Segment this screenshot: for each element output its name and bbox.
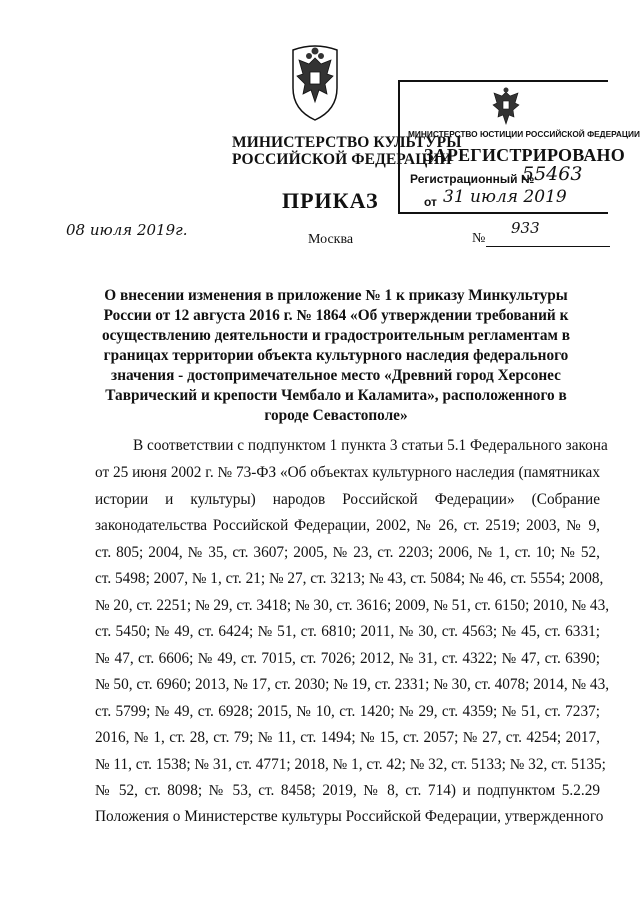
subject-line: городе Севастополе»	[264, 407, 408, 424]
body-line: № 52, ст. 8098; № 53, ст. 8458; 2019, № 8, ст. 714) и подпунктом 5.2.29	[95, 782, 600, 799]
stamp-title: ЗАРЕГИСТРИРОВАНО	[424, 145, 625, 165]
body-line: ст. 5450; № 49, ст. 6424; № 51, ст. 6810; 2011, № 30, ст. 4563; № 45, ст. 6331;	[95, 623, 600, 640]
subject-line: России от 12 августа 2016 г. № 1864 «Об утверждении требований к	[103, 307, 569, 324]
stamp-reg-number: 55463	[522, 163, 583, 185]
ministry-name-line1: МИНИСТЕРСТВО КУЛЬТУРЫ	[232, 134, 462, 151]
subject-line: О внесении изменения в приложение № 1 к приказу Минкультуры	[104, 287, 568, 304]
body-line: ст. 5799; № 49, ст. 6928; 2015, № 10, ст. 1420; № 29, ст. 4359; № 51, ст. 7237;	[95, 703, 600, 720]
body-line: № 47, ст. 6606; № 49, ст. 7015, ст. 7026; 2012, № 31, ст. 4322; № 47, ст. 6390;	[95, 650, 600, 667]
stamp-organization: МИНИСТЕРСТВО ЮСТИЦИИ РОССИЙСКОЙ ФЕДЕРАЦИИ	[408, 129, 640, 139]
stamp-date-prefix: от	[424, 195, 437, 209]
ministry-name-line2: РОССИЙСКОЙ ФЕДЕРАЦИИ	[232, 151, 452, 168]
order-date: 08 июля 2019г.	[66, 221, 188, 239]
body-line: Положения о Министерстве культуры Российской Федерации, утвержденного	[95, 808, 604, 825]
body-line: законодательства Российской Федерации, 2002, № 26, ст. 2519; 2003, № 9,	[95, 517, 600, 534]
order-number: 933	[511, 219, 540, 237]
body-line: истории и культуры) народов Российской Федерации» (Собрание	[95, 491, 600, 508]
body-line: ст. 5498; 2007, № 1, ст. 21; № 27, ст. 3213; № 43, ст. 5084; № 46, ст. 5554; 2008,	[95, 570, 604, 587]
coat-of-arms-icon	[289, 40, 341, 122]
subject-line: значения - достопримечательное место «Древний город Херсонес	[111, 367, 561, 384]
body-line: В соответствии с подпунктом 1 пункта 3 статьи 5.1 Федерального закона	[133, 437, 608, 454]
city: Москва	[308, 232, 354, 247]
document-type: ПРИКАЗ	[282, 188, 379, 213]
number-sign: №	[472, 231, 486, 246]
body-line: № 11, ст. 1538; № 31, ст. 4771; 2018, № 1, ст. 42; № 32, ст. 5133; № 32, ст. 5135;	[95, 756, 606, 773]
body-line: ст. 805; 2004, № 35, ст. 3607; 2005, № 23, ст. 2203; 2006, № 1, ст. 10; № 52,	[95, 544, 600, 561]
body-line: № 20, ст. 2251; № 29, ст. 3418; № 30, ст. 3616; 2009, № 51, ст. 6150; 2010, № 43,	[95, 597, 610, 614]
subject-line: границах территории объекта культурного наследия федерального	[103, 347, 569, 364]
body-line: 2016, № 1, ст. 28, ст. 79; № 11, ст. 1494; № 15, ст. 2057; № 27, ст. 4254; 2017,	[95, 729, 600, 746]
body-line: от 25 июня 2002 г. № 73-ФЗ «Об объектах культурного наследия (памятниках	[95, 464, 600, 481]
stamp-reg-label: Регистрационный №	[410, 172, 535, 186]
body-line: № 50, ст. 6960; 2013, № 17, ст. 2030; № 19, ст. 2331; № 30, ст. 4078; 2014, № 43,	[95, 676, 610, 693]
subject-line: осуществлению деятельности и градостроительным регламентам в	[102, 327, 570, 344]
stamp-emblem-icon	[489, 86, 523, 128]
subject-line: Таврический и крепости Чембало и Каламита», расположенного в	[105, 387, 567, 404]
stamp-date: 31 июля 2019	[443, 187, 567, 207]
order-subject	[96, 286, 576, 426]
number-underline	[486, 246, 610, 247]
